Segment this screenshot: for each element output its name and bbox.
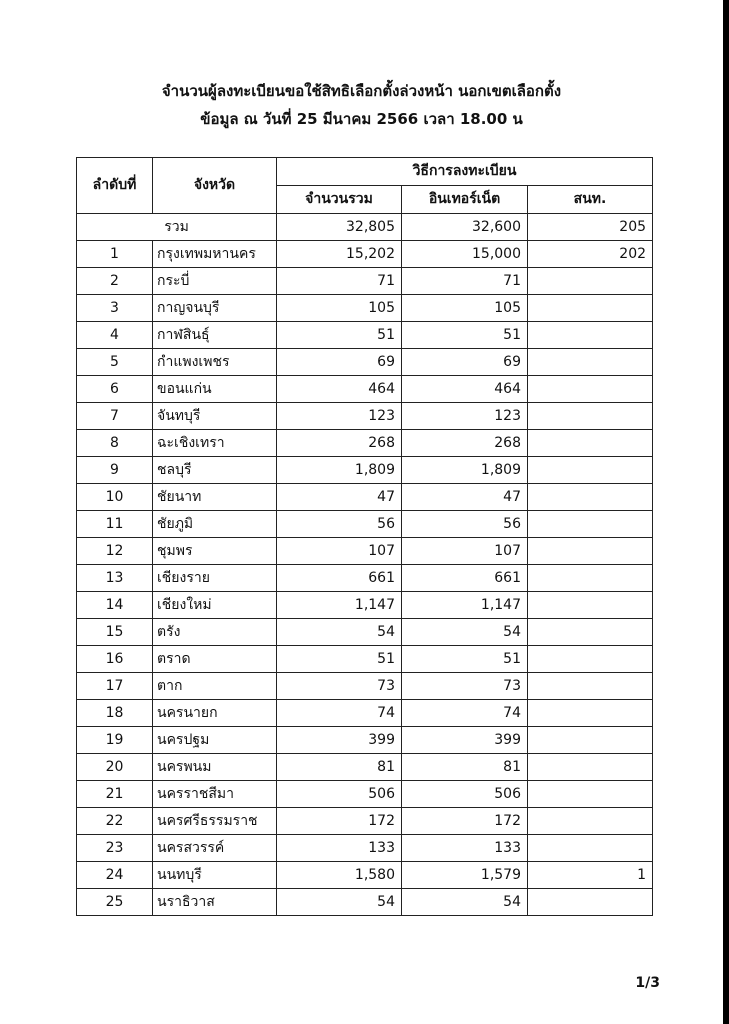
cell-no: 10 xyxy=(77,484,153,511)
cell-total: 54 xyxy=(277,889,402,916)
cell-no: 14 xyxy=(77,592,153,619)
cell-no: 23 xyxy=(77,835,153,862)
cell-no: 22 xyxy=(77,808,153,835)
cell-total: 1,147 xyxy=(277,592,402,619)
cell-internet: 107 xyxy=(402,538,528,565)
cell-internet: 506 xyxy=(402,781,528,808)
table-row xyxy=(77,781,653,808)
cell-province: นครปฐม xyxy=(153,727,277,754)
table-row xyxy=(77,403,653,430)
cell-province: กาฬสินธุ์ xyxy=(153,322,277,349)
cell-internet: 1,147 xyxy=(402,592,528,619)
table-row xyxy=(77,646,653,673)
cell-no: 12 xyxy=(77,538,153,565)
cell-internet: 133 xyxy=(402,835,528,862)
cell-total: 661 xyxy=(277,565,402,592)
cell-office: 202 xyxy=(528,241,653,268)
cell-office xyxy=(528,619,653,646)
table-row xyxy=(77,889,653,916)
cell-office xyxy=(528,835,653,862)
cell-total: 54 xyxy=(277,619,402,646)
cell-office xyxy=(528,457,653,484)
cell-internet: 123 xyxy=(402,403,528,430)
table-row xyxy=(77,241,653,268)
cell-no: 9 xyxy=(77,457,153,484)
cell-office xyxy=(528,592,653,619)
cell-no: 6 xyxy=(77,376,153,403)
cell-office xyxy=(528,376,653,403)
cell-internet: 172 xyxy=(402,808,528,835)
document-title: จำนวนผู้ลงทะเบียนขอใช้สิทธิเลือกตั้งล่วงหน้า นอกเขตเลือกตั้ง xyxy=(161,82,562,100)
cell-province: นครสวรรค์ xyxy=(153,835,277,862)
summary-office: 205 xyxy=(528,214,653,241)
cell-office xyxy=(528,646,653,673)
cell-internet: 47 xyxy=(402,484,528,511)
cell-total: 81 xyxy=(277,754,402,781)
cell-total: 1,580 xyxy=(277,862,402,889)
table-row xyxy=(77,511,653,538)
cell-total: 107 xyxy=(277,538,402,565)
header-no: ลำดับที่ xyxy=(77,158,153,214)
header-province: จังหวัด xyxy=(153,158,277,214)
cell-internet: 268 xyxy=(402,430,528,457)
cell-office: 1 xyxy=(528,862,653,889)
cell-office xyxy=(528,700,653,727)
cell-province: กาญจนบุรี xyxy=(153,295,277,322)
table-row xyxy=(77,754,653,781)
cell-internet: 1,579 xyxy=(402,862,528,889)
table-row xyxy=(77,457,653,484)
cell-no: 5 xyxy=(77,349,153,376)
table-row xyxy=(77,538,653,565)
cell-no: 17 xyxy=(77,673,153,700)
cell-province: ตาก xyxy=(153,673,277,700)
cell-office xyxy=(528,511,653,538)
cell-no: 13 xyxy=(77,565,153,592)
cell-total: 464 xyxy=(277,376,402,403)
cell-office xyxy=(528,484,653,511)
cell-province: ชัยภูมิ xyxy=(153,511,277,538)
registration-table xyxy=(76,157,653,916)
cell-office xyxy=(528,727,653,754)
cell-total: 15,202 xyxy=(277,241,402,268)
cell-province: เชียงราย xyxy=(153,565,277,592)
table-row xyxy=(77,349,653,376)
cell-total: 51 xyxy=(277,322,402,349)
cell-no: 11 xyxy=(77,511,153,538)
cell-office xyxy=(528,349,653,376)
cell-total: 69 xyxy=(277,349,402,376)
summary-total: 32,805 xyxy=(277,214,402,241)
cell-office xyxy=(528,673,653,700)
cell-total: 71 xyxy=(277,268,402,295)
cell-total: 123 xyxy=(277,403,402,430)
cell-total: 1,809 xyxy=(277,457,402,484)
table-row xyxy=(77,619,653,646)
cell-total: 172 xyxy=(277,808,402,835)
summary-row xyxy=(77,214,653,241)
table-row xyxy=(77,808,653,835)
cell-internet: 1,809 xyxy=(402,457,528,484)
cell-province: ตราด xyxy=(153,646,277,673)
cell-no: 8 xyxy=(77,430,153,457)
cell-no: 1 xyxy=(77,241,153,268)
table-row xyxy=(77,430,653,457)
cell-office xyxy=(528,808,653,835)
document-subtitle: ข้อมูล ณ วันที่ 25 มีนาคม 2566 เวลา 18.00 น xyxy=(200,110,523,128)
table-row xyxy=(77,484,653,511)
cell-province: ฉะเชิงเทรา xyxy=(153,430,277,457)
cell-province: ชลบุรี xyxy=(153,457,277,484)
table-row xyxy=(77,835,653,862)
cell-total: 133 xyxy=(277,835,402,862)
cell-internet: 15,000 xyxy=(402,241,528,268)
cell-no: 18 xyxy=(77,700,153,727)
table-header-row xyxy=(77,158,653,186)
cell-internet: 54 xyxy=(402,889,528,916)
cell-office xyxy=(528,322,653,349)
table-row xyxy=(77,565,653,592)
cell-province: ชุมพร xyxy=(153,538,277,565)
cell-internet: 661 xyxy=(402,565,528,592)
cell-total: 105 xyxy=(277,295,402,322)
table-row xyxy=(77,268,653,295)
header-total: จำนวนรวม xyxy=(277,186,402,214)
header-office: สนท. xyxy=(528,186,653,214)
cell-office xyxy=(528,754,653,781)
cell-office xyxy=(528,430,653,457)
cell-no: 16 xyxy=(77,646,153,673)
cell-internet: 81 xyxy=(402,754,528,781)
header-internet: อินเทอร์เน็ต xyxy=(402,186,528,214)
cell-province: จันทบุรี xyxy=(153,403,277,430)
header-method-group: วิธีการลงทะเบียน xyxy=(277,158,653,186)
cell-office xyxy=(528,565,653,592)
summary-internet: 32,600 xyxy=(402,214,528,241)
table-row xyxy=(77,727,653,754)
cell-province: นครราชสีมา xyxy=(153,781,277,808)
table-row xyxy=(77,592,653,619)
cell-no: 19 xyxy=(77,727,153,754)
cell-total: 73 xyxy=(277,673,402,700)
cell-office xyxy=(528,889,653,916)
cell-no: 4 xyxy=(77,322,153,349)
cell-province: นนทบุรี xyxy=(153,862,277,889)
table-row xyxy=(77,322,653,349)
cell-province: ชัยนาท xyxy=(153,484,277,511)
cell-no: 25 xyxy=(77,889,153,916)
table-body xyxy=(77,214,653,916)
cell-no: 2 xyxy=(77,268,153,295)
cell-no: 15 xyxy=(77,619,153,646)
cell-no: 7 xyxy=(77,403,153,430)
cell-no: 24 xyxy=(77,862,153,889)
cell-internet: 74 xyxy=(402,700,528,727)
summary-label: รวม xyxy=(77,214,277,241)
table-row xyxy=(77,376,653,403)
cell-province: เชียงใหม่ xyxy=(153,592,277,619)
cell-province: นครพนม xyxy=(153,754,277,781)
table-row xyxy=(77,295,653,322)
cell-total: 399 xyxy=(277,727,402,754)
cell-total: 51 xyxy=(277,646,402,673)
table-row xyxy=(77,673,653,700)
cell-internet: 399 xyxy=(402,727,528,754)
cell-total: 74 xyxy=(277,700,402,727)
cell-office xyxy=(528,403,653,430)
cell-province: นครนายก xyxy=(153,700,277,727)
cell-office xyxy=(528,538,653,565)
cell-province: ขอนแก่น xyxy=(153,376,277,403)
cell-total: 56 xyxy=(277,511,402,538)
cell-internet: 73 xyxy=(402,673,528,700)
table-row xyxy=(77,700,653,727)
cell-total: 506 xyxy=(277,781,402,808)
cell-province: กระบี่ xyxy=(153,268,277,295)
cell-internet: 51 xyxy=(402,646,528,673)
cell-total: 47 xyxy=(277,484,402,511)
cell-province: กรุงเทพมหานคร xyxy=(153,241,277,268)
cell-internet: 71 xyxy=(402,268,528,295)
cell-office xyxy=(528,268,653,295)
cell-internet: 54 xyxy=(402,619,528,646)
cell-internet: 105 xyxy=(402,295,528,322)
cell-province: นครศรีธรรมราช xyxy=(153,808,277,835)
cell-no: 20 xyxy=(77,754,153,781)
page-number: 1/3 xyxy=(635,975,660,991)
cell-internet: 69 xyxy=(402,349,528,376)
cell-province: กำแพงเพชร xyxy=(153,349,277,376)
cell-internet: 51 xyxy=(402,322,528,349)
cell-province: ตรัง xyxy=(153,619,277,646)
cell-internet: 56 xyxy=(402,511,528,538)
cell-office xyxy=(528,295,653,322)
cell-province: นราธิวาส xyxy=(153,889,277,916)
cell-no: 21 xyxy=(77,781,153,808)
cell-no: 3 xyxy=(77,295,153,322)
cell-office xyxy=(528,781,653,808)
cell-internet: 464 xyxy=(402,376,528,403)
cell-total: 268 xyxy=(277,430,402,457)
table-row xyxy=(77,862,653,889)
